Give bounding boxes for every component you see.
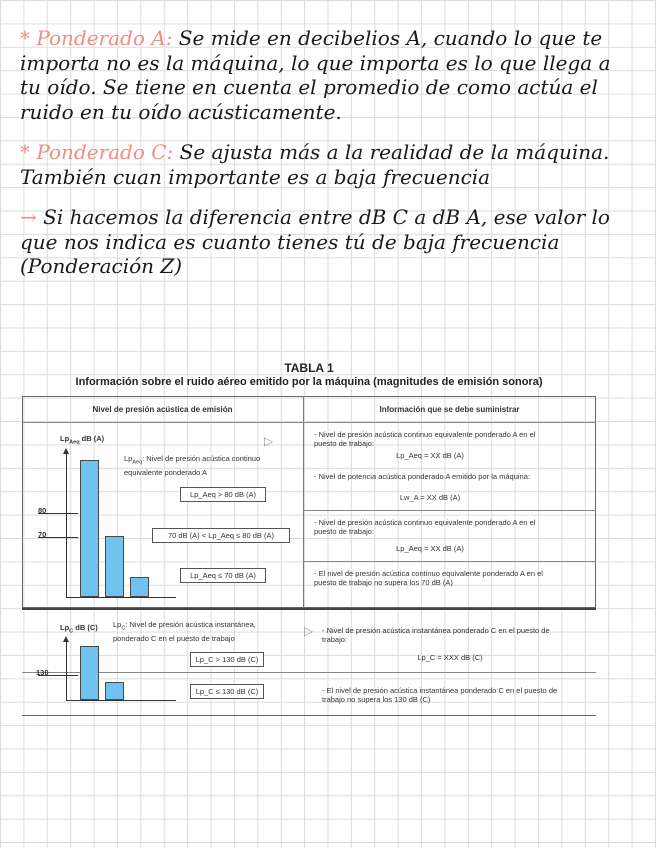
note-ponderado-a: [20, 26, 636, 124]
table-heading: [22, 361, 596, 388]
mouse-cursor-icon: ▷: [304, 624, 314, 638]
axis-label-c: $Lp_C$ dB (C): [60, 623, 98, 635]
note-a-label: * Ponderado A:: [20, 26, 173, 50]
note-a-text: Se mide en decibelios A, cuando lo que te importa no es la máquina, lo que importa es lo que llega a tu oído. Se tiene en cuenta el promedio de como actúa el ruido en tu oído acústicamente.: [20, 26, 611, 124]
bar-lpaeq-70-80: [105, 536, 124, 597]
note-ponderado-c: [20, 140, 636, 189]
y-axis-a: [66, 454, 67, 597]
col1-header: Nivel de presión acústica de emisión: [92, 405, 233, 414]
box-lpaeq-le-70: Lp_Aeq ≤ 70 dB (A): [180, 568, 266, 583]
info-a-row2: - Nivel de presión acústica continuo equivalente ponderado A en el puesto de trabajo:: [314, 518, 536, 536]
bar-lpaeq-le-70: [130, 577, 149, 597]
formula-lpaeq-2: Lp_Aeq = XX dB (A): [396, 544, 464, 553]
box-lpc-gt-130: Lp_C > 130 dB (C): [190, 652, 264, 667]
note-c-text: Se ajusta más a la realidad de la máquina. También cuan importante es a baja frecuencia: [20, 140, 610, 189]
legend-lpaeq: $Lp_{Aeq}$: Nivel de presión acústica continuo equivalente ponderado A: [124, 454, 261, 477]
formula-lpc: Lp_C = XXX dB (C): [417, 653, 483, 662]
tick-130-label: 130: [36, 668, 49, 677]
info-a-row1-item2: - Nivel de potencia acústica ponderado A emitido por la máquina:: [314, 472, 530, 481]
tick-70-label: 70: [38, 530, 47, 539]
bar-lpc-gt-130: [80, 646, 99, 700]
row-divider: [303, 561, 596, 562]
info-a-row1-item1: - Nivel de presión acústica continuo equivalente ponderado A en el puesto de trabajo:: [314, 430, 536, 448]
row-divider-c: [22, 672, 596, 673]
formula-lwa: Lw_A = XX dB (A): [399, 493, 461, 502]
axis-label-a: $Lp_{Aeq}$ dB (A): [60, 434, 105, 446]
y-axis-c: [66, 642, 67, 700]
note-c-label: * Ponderado C:: [20, 140, 174, 164]
table-subtitle: Información sobre el ruido aéreo emitido por la máquina (magnitudes de emisión sonora): [75, 376, 543, 388]
header-divider: [22, 422, 596, 423]
info-a-row3: - El nivel de presión acústica continuo equivalente ponderado A en el puesto de trabajo no supera los 70 dB (A): [314, 569, 543, 587]
info-c-row1: - Nivel de presión acústica instantánea ponderado C en el puesto de trabajo:: [322, 626, 550, 644]
x-baseline-a: [66, 597, 176, 598]
legend-lpc: $Lp_C$: Nivel de presión acústica instantánea, ponderado C en el puesto de trabajo: [113, 620, 256, 643]
row-divider: [303, 510, 596, 511]
note-diferencia: [20, 205, 636, 279]
note-d-text: Si hacemos la diferencia entre dB C a dB A, ese valor lo que nos indica es cuanto tienes tú de baja frecuencia (Ponderación Z): [20, 205, 610, 278]
column-divider: [303, 396, 304, 608]
formula-lpaeq-1: Lp_Aeq = XX dB (A): [396, 451, 464, 460]
table-title: TABLA 1: [284, 361, 334, 375]
tick-80-label: 80: [38, 506, 47, 515]
x-baseline-c: [66, 700, 176, 701]
col2-header: Información que se debe suministrar: [379, 405, 520, 414]
bar-lpc-le-130: [105, 682, 124, 700]
arrow-right-icon: →: [20, 205, 37, 229]
box-lpc-le-130: Lp_C ≤ 130 dB (C): [190, 684, 264, 699]
bar-lpaeq-gt-80: [80, 460, 99, 597]
box-lpaeq-gt-80: Lp_Aeq > 80 dB (A): [180, 487, 266, 502]
info-c-row2: - El nivel de presión acústica instantánea ponderado C en el puesto de trabajo no supera los 130 dB (C): [322, 686, 558, 704]
box-lpaeq-70-80: 70 dB (A) < Lp_Aeq ≤ 80 dB (A): [152, 528, 290, 543]
mouse-cursor-icon: ▷: [264, 434, 274, 448]
